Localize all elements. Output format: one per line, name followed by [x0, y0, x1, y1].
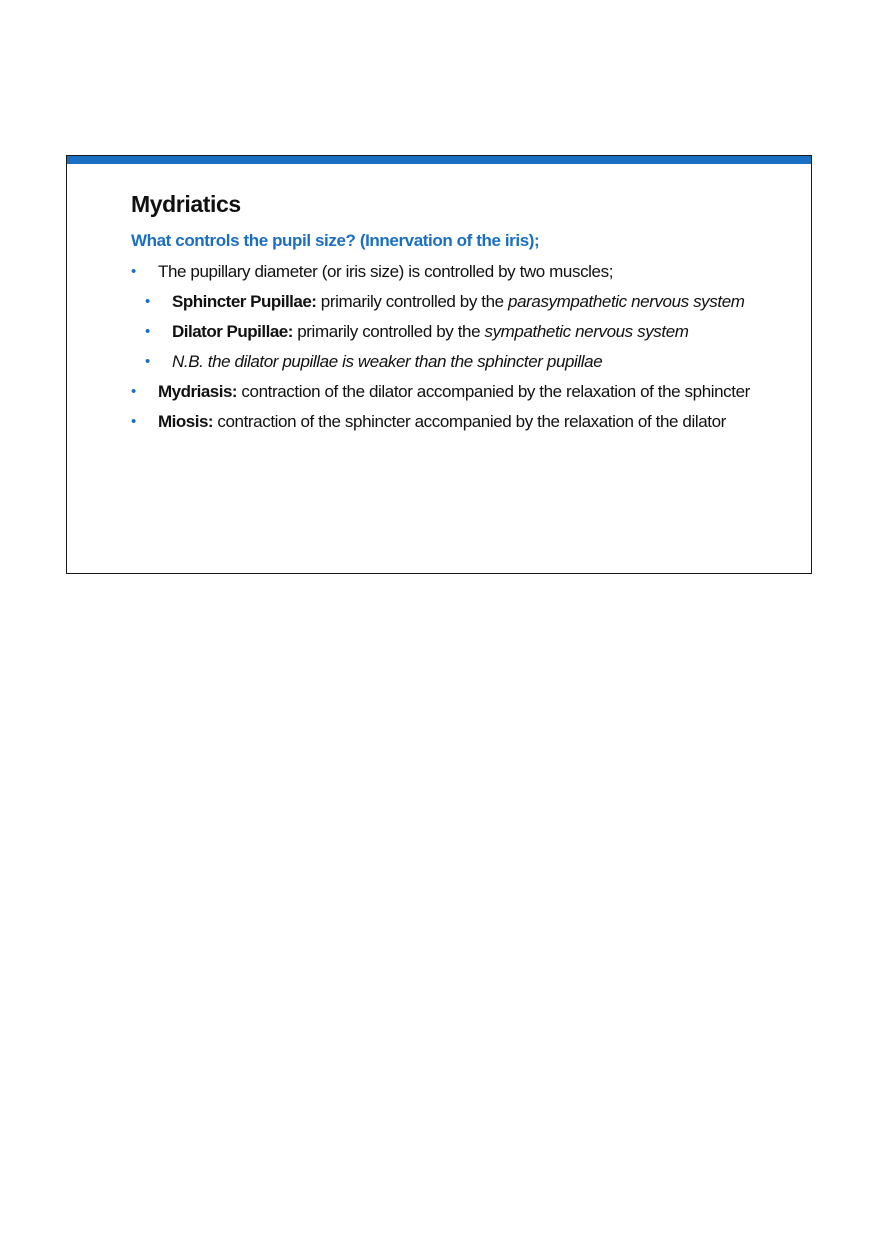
bullet-text: contraction of the dilator accompanied by the relaxation of the sphincter	[237, 382, 750, 401]
bullet-text: primarily controlled by the	[316, 292, 509, 311]
bullet-dot-icon: •	[145, 323, 150, 340]
slide-title: Mydriatics	[131, 191, 241, 217]
bullet-dot-icon: •	[145, 293, 150, 310]
bullet-item	[131, 379, 771, 405]
bullet-dot-icon: •	[131, 413, 136, 430]
bullet-text: contraction of the sphincter accompanied by the relaxation of the dilator	[213, 412, 726, 431]
bullet-term: Mydriasis:	[158, 382, 238, 401]
bullet-dot-icon: •	[131, 383, 136, 400]
bullet-item	[131, 259, 771, 285]
slide-subtitle: What controls the pupil size? (Innervation of the iris);	[131, 231, 540, 250]
bullet-text: primarily controlled by the	[292, 322, 485, 341]
bullet-term: Sphincter Pupillae:	[172, 292, 317, 311]
bullet-dot-icon: •	[131, 263, 136, 280]
bullet-emphasis: parasympathetic nervous system	[508, 292, 745, 311]
bullet-emphasis: sympathetic nervous system	[484, 322, 689, 341]
bullet-item-sub	[131, 289, 771, 315]
bullet-emphasis: N.B. the dilator pupillae is weaker than the sphincter pupillae	[172, 352, 603, 371]
bullet-term: Dilator Pupillae:	[172, 322, 293, 341]
bullet-item-sub	[131, 319, 771, 345]
bullet-list	[131, 259, 771, 439]
bullet-text: The pupillary diameter (or iris size) is controlled by two muscles;	[158, 262, 614, 281]
slide-header-bar	[67, 156, 811, 164]
bullet-item-sub	[131, 349, 771, 375]
slide	[66, 155, 812, 574]
bullet-term: Miosis:	[158, 412, 214, 431]
bullet-dot-icon: •	[145, 353, 150, 370]
bullet-item	[131, 409, 771, 435]
